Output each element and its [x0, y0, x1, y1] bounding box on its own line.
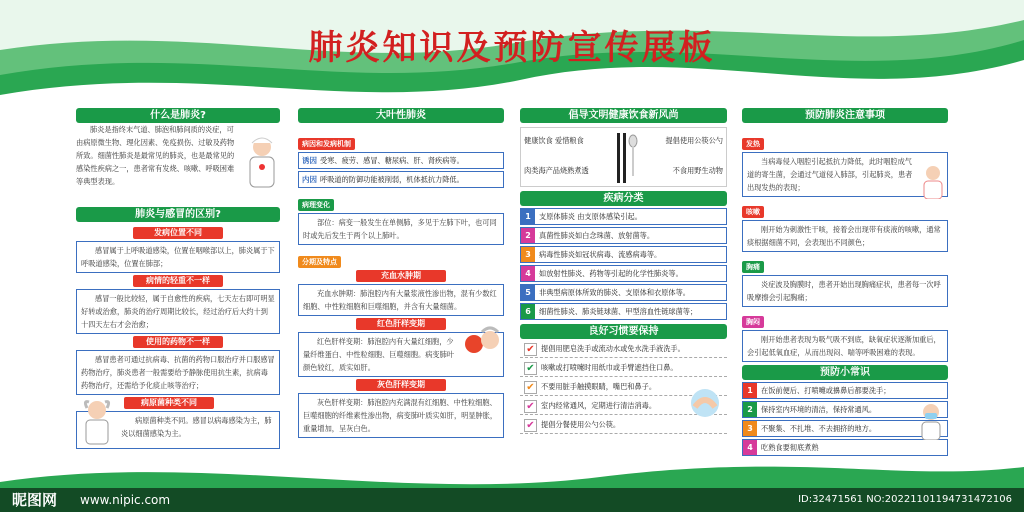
footer-logo: 昵图网	[12, 491, 58, 509]
class-item-5: 非典型病原体所致的肺炎、支原体和衣原体等。	[539, 287, 690, 297]
text-pathology: 部位：病变一般发生在单侧肺，多见于左肺下叶，也可同时或先后发生于两个以上肺叶。	[298, 213, 504, 245]
watermark-footer	[0, 488, 1024, 512]
tip-num-3: 3	[743, 421, 757, 436]
tag-fever: 发热	[742, 138, 764, 150]
diet-3: 肉类海产品烧熟煮透	[524, 166, 589, 175]
habit-5: 提倡分餐使用公勺公筷。	[541, 420, 621, 429]
text-chest-pain: 炎症波及胸膜时，患者开始出现胸痛症状，患者每一次呼吸摩擦会引起胸痛；	[742, 275, 948, 307]
num-3: 3	[521, 247, 535, 262]
label-internal: 内因	[302, 175, 317, 184]
subhead-gray-hepatization: 灰色肝样变期	[356, 379, 446, 391]
tip-num-2: 2	[743, 402, 757, 417]
text-gray-hepatization: 灰色肝样变期：肺泡腔内充满混有红细胞、中性粒细胞、巨噬细胞的纤维素性渗出物，病变肺叶质实如肝，明显肿胀，重量增加，呈灰白色。	[298, 393, 504, 438]
subhead-medicine: 使用的药物不一样	[133, 336, 223, 348]
habits-list	[520, 341, 727, 434]
section-header-prevention: 预防肺炎注意事项	[742, 108, 948, 123]
check-icon: ✔	[524, 381, 537, 394]
diet-4: 不食用野生动物	[672, 166, 723, 175]
text-cough: 刚开始为刺激性干咳，接着会出现带有痰液的咳嗽，通常痰根据细菌不同，会表现出不同颜色；	[742, 220, 948, 252]
class-item-2: 真菌性肺炎如白念珠菌、放射菌等。	[539, 230, 655, 240]
column-prevention	[742, 108, 948, 458]
doctor-icon	[244, 135, 280, 195]
num-4: 4	[521, 266, 535, 281]
hand-washing-icon	[683, 381, 727, 421]
text-severity: 感冒一般比较轻，属于自愈性的疾病，七天左右即可明显好转或治愈，肺炎的治疗周期比较长，经过治疗后大约十到十四天左右才会治愈；	[76, 289, 280, 334]
column-diet-classification	[520, 108, 727, 436]
num-6: 6	[521, 304, 535, 319]
text-pathogen-box	[76, 411, 280, 449]
text-internal: 呼吸道的防御功能被削弱，机体抵抗力降低。	[320, 174, 464, 184]
class-item-6: 细菌性肺炎、肺炎链球菌、甲型溶血性链球菌等；	[539, 306, 698, 316]
text-medicine: 感冒患者可通过抗病毒、抗菌的药物口服治疗并口服感冒药物治疗，肺炎患者一般需要给予静脉使用抗生素，抗病毒药物治疗，还需给予化痰止咳等治疗；	[76, 350, 280, 395]
section-header-what-is: 什么是肺炎?	[76, 108, 280, 123]
class-item-4: 如放射性肺炎、药物等引起的化学性肺炎等。	[539, 268, 683, 278]
section-header-lobar: 大叶性肺炎	[298, 108, 504, 123]
tag-chest-pain: 胸痛	[742, 261, 764, 273]
check-icon: ✔	[524, 419, 537, 432]
text-trigger: 受寒、疲劳、感冒、糖尿病、肝、肾疾病等。	[320, 155, 464, 165]
habit-1: 提倡用肥皂洗手或流动水或免水洗手液洗手。	[541, 344, 685, 353]
text-fever-box	[742, 152, 948, 197]
subhead-location: 发病位置不同	[133, 227, 223, 239]
column-lobar-pneumonia	[298, 108, 504, 440]
check-icon: ✔	[524, 362, 537, 375]
tag-chest-tightness: 胸闷	[742, 316, 764, 328]
footer-url: www.nipic.com	[80, 493, 171, 507]
section-header-tips: 预防小常识	[742, 365, 948, 380]
tag-stages: 分期及特点	[298, 256, 341, 268]
habit-4: 室内经常通风，定期进行清洁消毒。	[541, 401, 657, 410]
check-icon: ✔	[524, 400, 537, 413]
page-title: 肺炎知识及预防宣传展板	[308, 28, 716, 68]
tip-num-1: 1	[743, 383, 757, 398]
classification-list	[520, 208, 727, 320]
section-header-diet: 倡导文明健康饮食新风尚	[520, 108, 727, 123]
tag-cough: 咳嗽	[742, 206, 764, 218]
footer-id: ID:32471561 NO:20221101194731472106	[798, 494, 1012, 505]
subhead-pathogen: 病原菌种类不同	[124, 397, 214, 409]
subhead-red-hepatization: 红色肝样变期	[356, 318, 446, 330]
label-trigger: 诱因	[302, 156, 317, 165]
cartoon-characters-icon	[462, 322, 502, 362]
diet-2: 提倡使用公筷公勺	[665, 136, 723, 145]
text-congestion: 充血水肿期：肺泡腔内有大量浆液性渗出物，混有少数红细胞、中性粒细胞和巨噬细胞，并含有大量细菌。	[298, 284, 504, 316]
masked-person-icon	[916, 400, 946, 440]
scientist-icon	[79, 398, 115, 446]
text-location: 感冒属于上呼吸道感染，位置在咽喉部以上，肺炎属于下呼吸道感染，位置在肺部；	[76, 241, 280, 273]
tip-num-4: 4	[743, 440, 757, 455]
tip-4: 吃熟食要彻底煮熟	[761, 442, 819, 452]
subhead-congestion: 充血水肿期	[356, 270, 446, 282]
tip-3: 不聚集、不扎堆、不去拥挤的地方。	[761, 423, 877, 433]
tips-list	[742, 382, 948, 456]
habit-3: 不要用脏手触摸眼睛，嘴巴和鼻子。	[541, 382, 657, 391]
section-header-classification: 疾病分类	[520, 191, 727, 206]
section-header-difference: 肺炎与感冒的区别?	[76, 207, 280, 222]
text-fever: 当病毒侵入咽腔引起抵抗力降低，此时咽腔成气道的寄生菌，会通过气道侵入肺部，引起肺炎，患者出现发热的表现；	[747, 157, 913, 192]
class-item-3: 病毒性肺炎如冠状病毒、流感病毒等。	[539, 249, 662, 259]
chopsticks-spoon-icon	[609, 131, 639, 185]
text-pathogen: 病原菌种类不同。感冒以病毒感染为主，肺炎以细菌感染为主。	[121, 416, 272, 438]
section-header-habits: 良好习惯要保持	[520, 324, 727, 339]
diet-1: 健康饮食 爱惜粮食	[524, 136, 584, 145]
tip-2: 保持室内环境的清洁，保持常通风。	[761, 404, 877, 414]
tag-etiology: 病因和发病机制	[298, 138, 355, 150]
subhead-severity: 病情的轻重不一样	[133, 275, 223, 287]
habit-2: 咳嗽或打喷嚏时用纸巾或手臂遮挡住口鼻。	[541, 363, 678, 372]
class-item-1: 支原体肺炎 由支原体感染引起。	[539, 211, 642, 221]
num-1: 1	[521, 209, 535, 224]
num-2: 2	[521, 228, 535, 243]
check-icon: ✔	[524, 343, 537, 356]
intro-text: 肺炎是指终末气道、肺泡和肺间质的炎症，可由病原微生物、理化因素、免疫损伤、过敏及药物所致。细菌性肺炎是最常见的肺炎，也是最常见的感染性疾病之一，患者常有发烧、咳嗽、呼吸困难等典型表现。	[76, 125, 235, 186]
tip-1: 在饭前便后、打喷嚏或擤鼻后都要洗手；	[761, 385, 891, 395]
text-red-hepatization: 红色肝样变期：肺泡腔内有大量红细胞，少量纤维蛋白、中性粒细胞、巨噬细胞。病变肺叶颜色较红，质实如肝。	[298, 332, 504, 377]
text-chest-tightness: 刚开始患者表现为吸气吸不到底，缺氧症状逐渐加重后，会引起低氧血症，从而出现闷、喘等呼吸困难的表现。	[742, 330, 948, 362]
num-5: 5	[521, 285, 535, 300]
nurse-icon	[919, 163, 947, 199]
column-pneumonia-intro	[76, 108, 280, 451]
tag-pathology: 病理变化	[298, 199, 334, 211]
